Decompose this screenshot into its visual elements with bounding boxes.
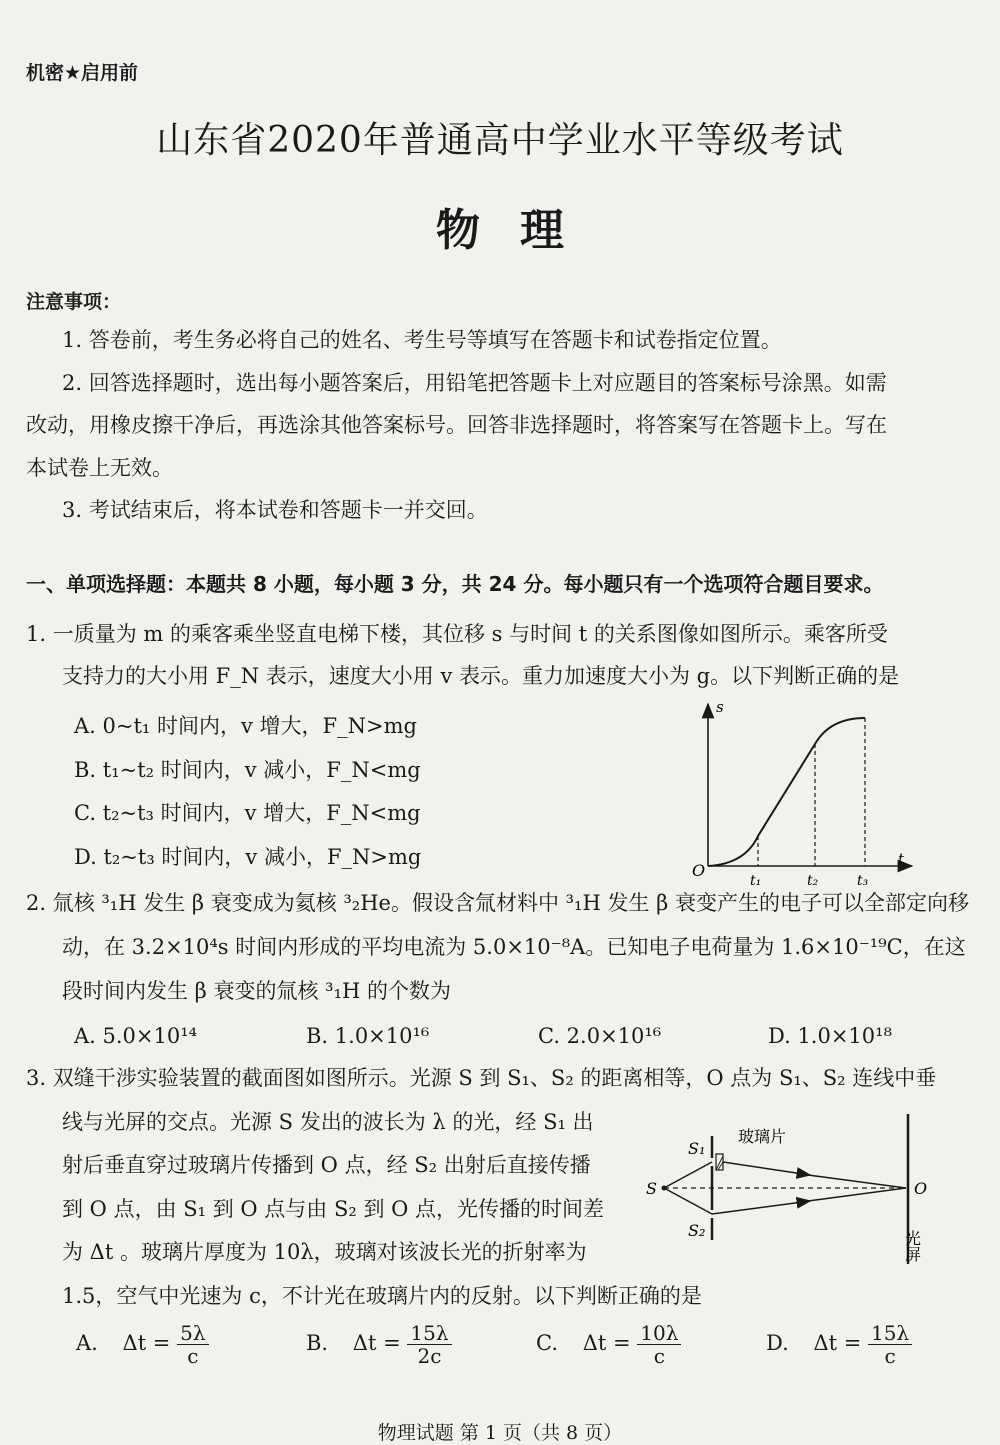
option-lhs: Δt = [813, 1331, 862, 1355]
section-heading: 一、单项选择题：本题共 8 小题，每小题 3 分，共 24 分。每小题只有一个选项符合题目要求。 [26, 572, 884, 596]
q1-option-a: A. 0~t₁ 时间内，v 增大，F_N>mg [74, 714, 417, 738]
subject-title: 物理 [436, 205, 604, 256]
note-line: 2. 回答选择题时，选出每小题答案后，用铅笔把答题卡上对应题目的答案标号涂黑。如需 [62, 371, 887, 395]
fraction [637, 1322, 681, 1367]
option-letter: C. [536, 1331, 558, 1355]
option-letter: D. [766, 1331, 789, 1355]
tick-label: t₂ [807, 873, 819, 889]
glass-hatch [718, 1162, 723, 1170]
label-s: S [646, 1179, 657, 1198]
q2-option-a: A. 5.0×10¹⁴ [74, 1024, 198, 1048]
q1-option-b: B. t₁~t₂ 时间内，v 减小，F_N<mg [74, 758, 421, 782]
q3-line: 射后垂直穿过玻璃片传播到 O 点，经 S₂ 出射后直接传播 [62, 1153, 591, 1177]
q3-option-c [536, 1322, 681, 1367]
exam-title: 山东省2020年普通高中学业水平等级考试 [156, 120, 844, 161]
y-axis-label: s [716, 698, 724, 716]
q1-line: 1. 一质量为 m 的乘客乘坐竖直电梯下楼，其位移 s 与时间 t 的关系图像如图所示。乘客所受 [26, 622, 888, 646]
fraction-num: 10λ [637, 1322, 681, 1345]
x-axis-label: t [898, 850, 905, 868]
q1-st-graph [690, 696, 920, 891]
double-slit-diagram [640, 1108, 960, 1268]
label-o: O [914, 1179, 928, 1198]
origin-label: O [692, 861, 706, 880]
label-s1: S₁ [688, 1139, 706, 1158]
q3-option-d [766, 1322, 912, 1367]
fraction [868, 1322, 912, 1367]
q1-line: 支持力的大小用 F_N 表示，速度大小用 v 表示。重力加速度大小为 g。以下判断正确的是 [62, 664, 900, 688]
fraction-num: 15λ [407, 1322, 451, 1345]
fraction-den: c [884, 1344, 896, 1368]
notes-heading: 注意事项： [26, 291, 122, 313]
q3-line: 线与光屏的交点。光源 S 发出的波长为 λ 的光，经 S₁ 出 [62, 1110, 594, 1134]
q2-line: 动，在 3.2×10⁴s 时间内形成的平均电流为 5.0×10⁻⁸A。已知电子电荷量为 1.6×10⁻¹⁹C，在这 [62, 935, 966, 959]
fraction [177, 1322, 208, 1367]
q1-option-d: D. t₂~t₃ 时间内，v 减小，F_N>mg [74, 845, 422, 869]
ray-s-s1 [664, 1162, 712, 1188]
fraction-num: 15λ [868, 1322, 912, 1345]
q3-option-a [76, 1322, 209, 1367]
q3-line: 到 O 点，由 S₁ 到 O 点与由 S₂ 到 O 点，光传播的时间差 [62, 1197, 605, 1221]
s-t-curve [708, 718, 865, 866]
option-lhs: Δt = [352, 1331, 401, 1355]
confidential-label: 机密★启用前 [26, 62, 139, 84]
note-line: 改动，用橡皮擦干净后，再选涂其他答案标号。回答非选择题时，将答案写在答题卡上。写在 [26, 413, 887, 437]
fraction [407, 1322, 451, 1367]
q3-line: 1.5，空气中光速为 c，不计光在玻璃片内的反射。以下判断正确的是 [62, 1284, 702, 1308]
q3-line: 为 Δt 。玻璃片厚度为 10λ，玻璃对该波长光的折射率为 [62, 1240, 587, 1264]
ray-s-s2 [664, 1188, 712, 1214]
q2-option-b: B. 1.0×10¹⁶ [306, 1024, 430, 1048]
q2-line: 2. 氚核 ³₁H 发生 β 衰变成为氦核 ³₂He。假设含氚材料中 ³₁H 发生 β 衰变产生的电子可以全部定向移 [26, 891, 969, 915]
note-line: 1. 答卷前，考生务必将自己的姓名、考生号等填写在答题卡和试卷指定位置。 [62, 328, 782, 352]
label-glass: 玻璃片 [738, 1127, 787, 1146]
ray-s2-o [712, 1201, 810, 1214]
note-line: 3. 考试结束后，将本试卷和答题卡一并交回。 [62, 498, 488, 522]
q1-option-c: C. t₂~t₃ 时间内，v 增大，F_N<mg [74, 801, 421, 825]
ray-s2-o-tail [808, 1188, 906, 1201]
q2-option-c: C. 2.0×10¹⁶ [538, 1024, 662, 1048]
page-footer: 物理试题 第 1 页（共 8 页） [377, 1422, 623, 1444]
fraction-num: 5λ [177, 1322, 208, 1345]
q2-line: 段时间内发生 β 衰变的氚核 ³₁H 的个数为 [62, 979, 451, 1003]
q2-option-d: D. 1.0×10¹⁸ [768, 1024, 892, 1048]
ray-s1-o [723, 1162, 810, 1175]
option-letter: B. [306, 1331, 329, 1355]
fraction-den: 2c [417, 1344, 442, 1368]
label-s2: S₂ [688, 1221, 706, 1240]
fraction-den: c [653, 1344, 665, 1368]
note-line: 本试卷上无效。 [26, 456, 173, 480]
option-lhs: Δt = [582, 1331, 631, 1355]
tick-label: t₃ [857, 873, 869, 889]
q3-line: 3. 双缝干涉实验装置的截面图如图所示。光源 S 到 S₁、S₂ 的距离相等，O 点为 S₁、S₂ 连线中垂 [26, 1066, 937, 1090]
fraction-den: c [187, 1344, 199, 1368]
source-point [662, 1186, 667, 1191]
option-letter: A. [76, 1331, 98, 1355]
option-lhs: Δt = [122, 1331, 171, 1355]
tick-label: t₁ [750, 873, 762, 889]
ray-s1-o-tail [808, 1175, 906, 1188]
label-screen: 光屏 [902, 1230, 922, 1262]
q3-option-b [306, 1322, 452, 1367]
